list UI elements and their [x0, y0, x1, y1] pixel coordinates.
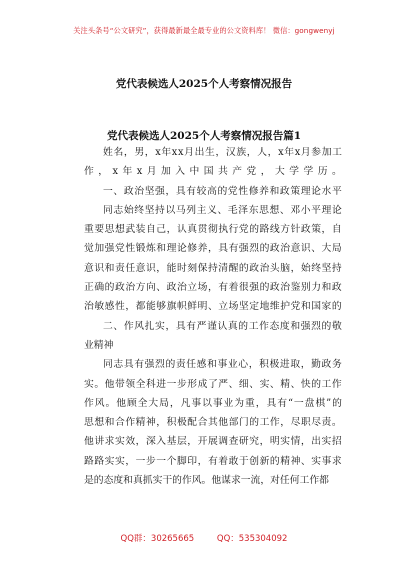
- paragraph-line: 正 确 的 政 治 方 向 、 政 治 立 场 ， 有 着 很 强 的 政 治 鉴 别 力 和 政: [84, 282, 342, 294]
- paragraph-line: 觉 加 强 党 性 锻 炼 和 理 论 修 养 ， 具 有 强 烈 的 政 治 意 识 、 大 局: [84, 243, 342, 255]
- qq-label: QQ：535304092: [216, 534, 288, 544]
- paragraph-line: 路 路 实 实 ， 一 步 一 个 脚 印 ， 有 着 敢 于 创 新 的 精 神 、 实 事 求: [84, 455, 342, 467]
- document-title: 党代表候选人2025个人考察情况报告: [115, 78, 293, 90]
- paragraph-line: 业精神: [84, 339, 114, 351]
- paragraph-line: 作 风 。 他 顾 全 大 局 ， 凡 事 以 事 业 为 重 ， 具 有 “ 一 盘 棋 ” 的: [84, 397, 342, 409]
- paragraph-line: 治 敏 感 性 ， 都 能 够 旗 帜 鲜 明 、 立 场 坚 定 地 维 护 党 和 国 家 的: [84, 301, 342, 313]
- paragraph-line: 作 ， x 年 x 月 加 入 中 国 共 产 党 ， 大 学 学 历 。: [84, 166, 342, 178]
- paragraph-line: 姓 名 ， 男 ， x 年 x x 月 出 生 ， 汉 族 ， 人 ， x 年 x 月 参 加 工: [103, 147, 342, 158]
- paragraph-line: 重 要 思 想 武 装 自 己 ， 认 真 贯 彻 执 行 党 的 路 线 方 针 政 策 ， 自: [84, 224, 342, 236]
- paragraph-line: 他 讲 求 实 效 ， 深 入 基 层 ， 开 展 调 查 研 究 ， 明 实 情 ， 出 实 招: [84, 436, 342, 448]
- body-text: [84, 143, 342, 490]
- header-banner: 关注头条号“公文研究”，获得最新最全最专业的公文资料库！ 微信：gongwenyj: [73, 26, 335, 35]
- paragraph-line: 同 志 具 有 强 烈 的 责 任 感 和 事 业 心 ， 积 极 进 取 ， 勤 政 务: [103, 359, 342, 371]
- qq-group-label: QQ群：30265665: [120, 534, 195, 544]
- paragraph-line: 二 、 作 风 扎 实 ， 具 有 严 谨 认 真 的 工 作 态 度 和 强 烈 的 敬: [103, 320, 342, 332]
- paragraph-line: 同 志 始 终 坚 持 以 马 列 主 义 、 毛 泽 东 思 想 、 邓 小 平 理 论: [103, 204, 342, 216]
- paragraph-line: 一 、 政 治 坚 强 ， 具 有 较 高 的 党 性 修 养 和 政 策 理 论 水 平: [103, 185, 342, 197]
- paragraph-line: 实 。 他 带 领 全 科 进 一 步 形 成 了 严 、 细 、 实 、 精 、 快 的 工 作: [84, 378, 342, 390]
- paragraph-line: 意 识 和 责 任 意 识 ， 能 时 刻 保 持 清 醒 的 政 治 头 脑 ， 始 终 坚 持: [84, 262, 342, 274]
- paragraph-line: 思 想 和 合 作 精 神 ， 积 极 配 合 其 他 部 门 的 工 作 ， 尽 职 尽 责 。: [84, 417, 342, 429]
- section-title: 党代表候选人2025个人考察情况报告篇1: [106, 130, 302, 142]
- paragraph-line: 是的态度和真抓实干的作风。他谋求一流，对任何工作都: [84, 475, 329, 487]
- footer-contact: [0, 532, 408, 544]
